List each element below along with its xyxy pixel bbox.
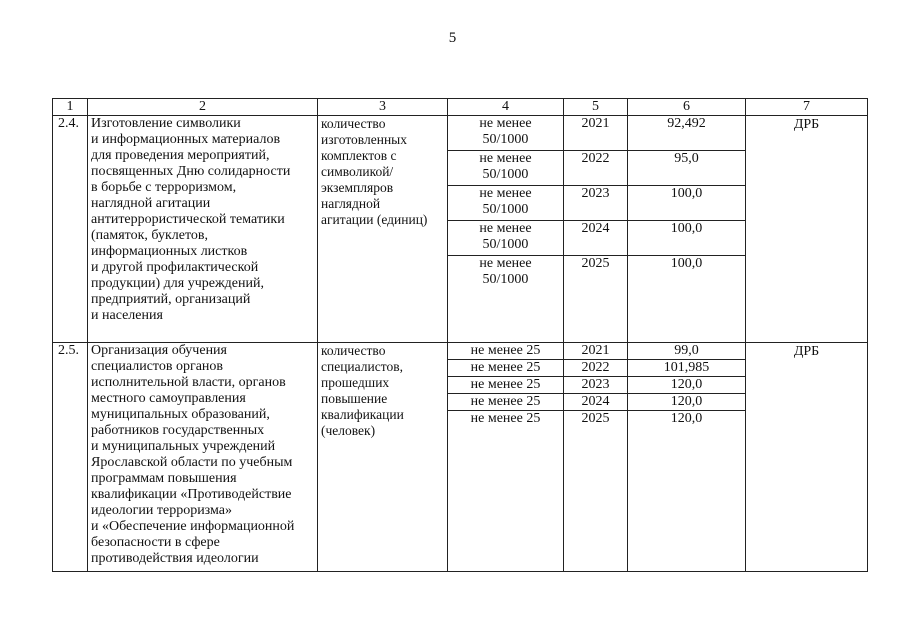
header-cell: 1: [53, 99, 88, 116]
table-row: [53, 116, 868, 151]
row-number: 2.4.: [53, 116, 88, 343]
row-description: Организация обучения специалистов органов исполнительной власти, органов местного самоуправления муниципальных образований, работников государственных и муниципальных учреждений Ярославской области по учебным программам повышения квалификации «Противодействие идеологии терроризма» и «Обеспечение информационной безопасности в сфере противодействия идеологии: [88, 343, 318, 572]
year-cell: 2022: [564, 360, 628, 377]
target-cell: не менее 25: [448, 360, 564, 377]
year-cell: 2024: [564, 221, 628, 256]
target-cell: не менее 25: [448, 394, 564, 411]
target-cell: не менее 50/1000: [448, 151, 564, 186]
header-cell: 5: [564, 99, 628, 116]
year-cell: 2022: [564, 151, 628, 186]
year-cell: 2021: [564, 343, 628, 360]
header-cell: 3: [318, 99, 448, 116]
year-cell: 2021: [564, 116, 628, 151]
table-header-row: [53, 99, 868, 116]
row-number: 2.5.: [53, 343, 88, 572]
target-cell: не менее 25: [448, 411, 564, 572]
target-cell: не менее 25: [448, 377, 564, 394]
target-cell: не менее 50/1000: [448, 116, 564, 151]
header-cell: 6: [628, 99, 746, 116]
value-cell: 120,0: [628, 411, 746, 572]
value-cell: 101,985: [628, 360, 746, 377]
header-cell: 7: [746, 99, 868, 116]
year-cell: 2025: [564, 256, 628, 343]
source-cell: ДРБ: [746, 116, 868, 343]
value-cell: 120,0: [628, 394, 746, 411]
value-cell: 100,0: [628, 256, 746, 343]
value-cell: 100,0: [628, 221, 746, 256]
value-cell: 95,0: [628, 151, 746, 186]
year-cell: 2023: [564, 377, 628, 394]
value-cell: 92,492: [628, 116, 746, 151]
row-indicator: количество изготовленных комплектов с символикой/ экземпляров наглядной агитации (единиц): [318, 116, 448, 343]
source-cell: ДРБ: [746, 343, 868, 572]
year-cell: 2024: [564, 394, 628, 411]
value-cell: 120,0: [628, 377, 746, 394]
target-cell: не менее 50/1000: [448, 186, 564, 221]
header-cell: 2: [88, 99, 318, 116]
row-indicator: количество специалистов, прошедших повышение квалификации (человек): [318, 343, 448, 572]
target-cell: не менее 25: [448, 343, 564, 360]
document-table: [52, 98, 868, 572]
page-number: 5: [448, 30, 457, 46]
header-cell: 4: [448, 99, 564, 116]
target-cell: не менее 50/1000: [448, 256, 564, 343]
value-cell: 99,0: [628, 343, 746, 360]
target-cell: не менее 50/1000: [448, 221, 564, 256]
value-cell: 100,0: [628, 186, 746, 221]
year-cell: 2025: [564, 411, 628, 572]
table-row: [53, 343, 868, 360]
year-cell: 2023: [564, 186, 628, 221]
row-description: Изготовление символики и информационных материалов для проведения мероприятий, посвященных Дню солидарности в борьбе с терроризмом, наглядной агитации антитеррористической тематики (памяток, буклетов, информационных листков и другой профилактической продукции) для учреждений, предприятий, организаций и населения: [88, 116, 318, 343]
